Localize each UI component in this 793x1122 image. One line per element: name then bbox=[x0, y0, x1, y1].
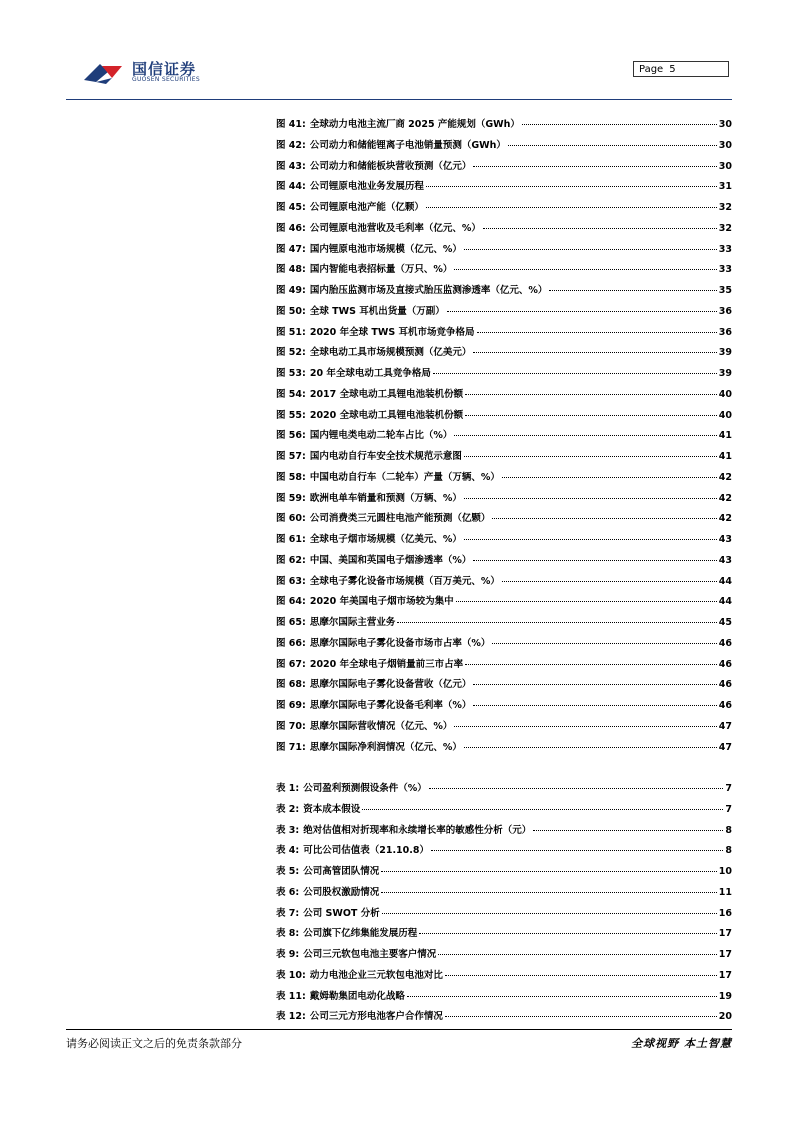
entry-label: 图 58: bbox=[276, 471, 306, 483]
entry-page-number: 30 bbox=[718, 119, 732, 130]
entry-label: 表 2: bbox=[276, 803, 300, 815]
entry-title: 戴姆勒集团电动化战略 bbox=[309, 990, 405, 1002]
dot-leader bbox=[492, 643, 716, 644]
entry-page-number: 43 bbox=[718, 534, 732, 545]
entry-title: 思摩尔国际电子雾化设备市场市占率（%） bbox=[309, 637, 491, 649]
entry-title: 2017 全球电动工具锂电池装机份额 bbox=[309, 388, 464, 400]
dot-leader bbox=[445, 1016, 717, 1017]
table-entry[interactable] bbox=[276, 967, 732, 988]
entry-label: 图 57: bbox=[276, 451, 306, 462]
entry-label: 图 60: bbox=[276, 513, 306, 525]
entry-title: 国内锂原电池市场规模（亿元、%） bbox=[309, 243, 462, 255]
dot-leader bbox=[464, 747, 717, 748]
entry-page-number: 19 bbox=[718, 990, 732, 1002]
logo-mark-icon bbox=[82, 60, 128, 84]
entry-label: 表 11: bbox=[276, 990, 306, 1002]
entry-title: 2020 全球电动工具锂电池装机份额 bbox=[309, 409, 464, 421]
figure-entry[interactable] bbox=[276, 116, 732, 137]
dot-leader bbox=[465, 664, 717, 665]
entry-title: 公司动力和储能板块营收预测（亿元） bbox=[309, 160, 472, 172]
entry-title: 国内锂电类电动二轮车占比（%） bbox=[309, 430, 453, 442]
entry-label: 图 45: bbox=[276, 202, 306, 213]
figure-entry[interactable] bbox=[276, 697, 732, 718]
entry-label: 图 42: bbox=[276, 139, 306, 151]
entry-page-number: 8 bbox=[725, 824, 732, 836]
entry-label: 图 66: bbox=[276, 637, 306, 649]
entry-label: 图 41: bbox=[276, 119, 306, 130]
entry-page-number: 41 bbox=[718, 451, 732, 462]
logo-chinese-name: 国信证券 bbox=[132, 60, 197, 78]
dot-leader bbox=[464, 456, 717, 457]
entry-label: 图 67: bbox=[276, 658, 306, 670]
dot-leader bbox=[473, 684, 716, 685]
entry-label: 表 9: bbox=[276, 949, 300, 960]
entry-title: 公司盈利预测假设条件（%） bbox=[303, 783, 427, 794]
table-list bbox=[276, 780, 732, 1029]
figure-entry[interactable] bbox=[276, 490, 732, 511]
entry-label: 图 43: bbox=[276, 160, 306, 172]
entry-page-number: 8 bbox=[725, 845, 732, 857]
entry-page-number: 32 bbox=[718, 202, 732, 213]
figure-entry[interactable] bbox=[276, 510, 732, 531]
dot-leader bbox=[438, 954, 717, 955]
entry-page-number: 20 bbox=[718, 1011, 732, 1023]
page-number-box bbox=[633, 61, 729, 77]
table-entry[interactable] bbox=[276, 1008, 732, 1029]
table-entry[interactable] bbox=[276, 842, 732, 863]
entry-title: 2020 年美国电子烟市场较为集中 bbox=[309, 596, 454, 608]
entry-label: 图 48: bbox=[276, 264, 306, 276]
entry-title: 动力电池企业三元软包电池对比 bbox=[309, 969, 443, 981]
dot-leader bbox=[465, 415, 717, 416]
footer-slogan: 全球视野 本土智慧 bbox=[631, 1037, 732, 1050]
logo-english-name: GUOSEN SECURITIES bbox=[132, 76, 201, 83]
dot-leader bbox=[362, 809, 723, 810]
entry-title: 全球电子雾化设备市场规模（百万美元、%） bbox=[309, 575, 500, 587]
dot-leader bbox=[533, 830, 723, 831]
dot-leader bbox=[473, 166, 716, 167]
figure-entry[interactable] bbox=[276, 656, 732, 677]
entry-page-number: 7 bbox=[725, 803, 732, 815]
entry-page-number: 46 bbox=[718, 679, 732, 691]
entry-page-number: 36 bbox=[718, 305, 732, 317]
entry-page-number: 17 bbox=[718, 949, 732, 960]
entry-page-number: 42 bbox=[718, 513, 732, 525]
entry-label: 表 3: bbox=[276, 824, 300, 836]
entry-title: 国内电动自行车安全技术规范示意图 bbox=[309, 451, 462, 462]
entry-page-number: 44 bbox=[718, 575, 732, 587]
dot-leader bbox=[433, 373, 717, 374]
entry-title: 国内智能电表招标量（万只、%） bbox=[309, 264, 453, 276]
entry-page-number: 7 bbox=[725, 783, 732, 794]
dot-leader bbox=[464, 249, 717, 250]
entry-page-number: 47 bbox=[718, 741, 732, 753]
figure-list bbox=[276, 116, 732, 759]
dot-leader bbox=[483, 228, 717, 229]
entry-page-number: 42 bbox=[718, 471, 732, 483]
entry-title: 全球动力电池主流厂商 2025 产能规划（GWh） bbox=[309, 119, 520, 130]
dot-leader bbox=[429, 788, 724, 789]
entry-title: 中国电动自行车（二轮车）产量（万辆、%） bbox=[309, 471, 500, 483]
entry-title: 思摩尔国际营收情况（亿元、%） bbox=[309, 720, 453, 732]
entry-title: 全球电动工具市场规模预测（亿美元） bbox=[309, 347, 472, 359]
entry-page-number: 30 bbox=[718, 160, 732, 172]
dot-leader bbox=[419, 933, 717, 934]
figure-entry[interactable] bbox=[276, 137, 732, 158]
entry-label: 图 50: bbox=[276, 305, 306, 317]
entry-title: 公司消费类三元圆柱电池产能预测（亿颗） bbox=[309, 513, 491, 525]
dot-leader bbox=[473, 705, 716, 706]
figure-entry[interactable] bbox=[276, 573, 732, 594]
table-entry[interactable] bbox=[276, 925, 732, 946]
dot-leader bbox=[397, 622, 716, 623]
entry-title: 公司股权激励情况 bbox=[303, 886, 380, 898]
entry-page-number: 10 bbox=[718, 866, 732, 877]
table-entry[interactable] bbox=[276, 946, 732, 967]
entry-title: 公司锂原电池营收及毛利率（亿元、%） bbox=[309, 222, 481, 234]
entry-page-number: 46 bbox=[718, 658, 732, 670]
figure-entry[interactable] bbox=[276, 552, 732, 573]
entry-label: 图 64: bbox=[276, 596, 306, 608]
figure-entry[interactable] bbox=[276, 199, 732, 220]
entry-label: 表 1: bbox=[276, 783, 300, 794]
page-header bbox=[0, 0, 793, 100]
figure-entry[interactable] bbox=[276, 282, 732, 303]
dot-leader bbox=[549, 290, 716, 291]
dot-leader bbox=[454, 435, 716, 436]
dot-leader bbox=[502, 477, 717, 478]
entry-page-number: 36 bbox=[718, 326, 732, 338]
entry-label: 图 55: bbox=[276, 409, 306, 421]
entry-page-number: 40 bbox=[718, 388, 732, 400]
dot-leader bbox=[454, 726, 716, 727]
entry-title: 思摩尔国际主营业务 bbox=[309, 617, 396, 628]
table-entry[interactable] bbox=[276, 988, 732, 1009]
entry-page-number: 31 bbox=[718, 181, 732, 193]
figure-entry[interactable] bbox=[276, 531, 732, 552]
dot-leader bbox=[456, 601, 717, 602]
figure-entry[interactable] bbox=[276, 178, 732, 199]
figure-entry[interactable] bbox=[276, 241, 732, 262]
dot-leader bbox=[381, 871, 717, 872]
table-entry[interactable] bbox=[276, 884, 732, 905]
entry-label: 图 69: bbox=[276, 700, 306, 711]
entry-title: 可比公司估值表（21.10.8） bbox=[303, 845, 429, 857]
guosen-logo bbox=[82, 58, 202, 86]
entry-title: 公司旗下亿纬集能发展历程 bbox=[303, 928, 418, 940]
entry-title: 2020 年全球电子烟销量前三市占率 bbox=[309, 658, 464, 670]
entry-page-number: 16 bbox=[718, 907, 732, 919]
dot-leader bbox=[431, 850, 723, 851]
entry-label: 图 49: bbox=[276, 285, 306, 296]
entry-page-number: 46 bbox=[718, 700, 732, 711]
dot-leader bbox=[464, 539, 717, 540]
dot-leader bbox=[502, 581, 717, 582]
figure-entry[interactable] bbox=[276, 718, 732, 739]
entry-page-number: 30 bbox=[718, 139, 732, 151]
figure-entry[interactable] bbox=[276, 676, 732, 697]
entry-label: 图 62: bbox=[276, 554, 306, 566]
entry-label: 图 63: bbox=[276, 575, 306, 587]
entry-title: 全球电子烟市场规模（亿美元、%） bbox=[309, 534, 462, 545]
entry-title: 2020 年全球 TWS 耳机市场竞争格局 bbox=[309, 326, 475, 338]
figure-entry[interactable] bbox=[276, 448, 732, 469]
entry-page-number: 11 bbox=[718, 886, 732, 898]
entry-label: 表 5: bbox=[276, 866, 300, 877]
table-entry[interactable] bbox=[276, 801, 732, 822]
entry-title: 20 年全球电动工具竞争格局 bbox=[309, 368, 431, 379]
entry-label: 图 59: bbox=[276, 492, 306, 504]
entry-label: 表 8: bbox=[276, 928, 300, 940]
entry-label: 表 7: bbox=[276, 907, 300, 919]
entry-label: 图 54: bbox=[276, 388, 306, 400]
table-entry[interactable] bbox=[276, 905, 732, 926]
entry-label: 图 53: bbox=[276, 368, 306, 379]
dot-leader bbox=[445, 975, 717, 976]
dot-leader bbox=[473, 352, 716, 353]
entry-title: 思摩尔国际净利润情况（亿元、%） bbox=[309, 741, 462, 753]
entry-label: 图 52: bbox=[276, 347, 306, 359]
figure-entry[interactable] bbox=[276, 469, 732, 490]
entry-label: 图 71: bbox=[276, 741, 306, 753]
page-label: Page bbox=[639, 64, 664, 75]
entry-label: 图 65: bbox=[276, 617, 306, 628]
entry-page-number: 17 bbox=[718, 969, 732, 981]
figure-entry[interactable] bbox=[276, 593, 732, 614]
entry-page-number: 39 bbox=[718, 368, 732, 379]
entry-label: 表 10: bbox=[276, 969, 306, 981]
entry-title: 欧洲电单车销量和预测（万辆、%） bbox=[309, 492, 462, 504]
entry-label: 图 47: bbox=[276, 243, 306, 255]
entry-title: 资本成本假设 bbox=[303, 803, 361, 815]
page-number: 5 bbox=[669, 64, 676, 75]
entry-page-number: 33 bbox=[718, 243, 732, 255]
dot-leader bbox=[447, 311, 717, 312]
dot-leader bbox=[454, 269, 716, 270]
entry-label: 图 70: bbox=[276, 720, 306, 732]
entry-title: 国内胎压监测市场及直接式胎压监测渗透率（亿元、%） bbox=[309, 285, 548, 296]
entry-page-number: 32 bbox=[718, 222, 732, 234]
entry-label: 表 6: bbox=[276, 886, 300, 898]
entry-title: 公司三元软包电池主要客户情况 bbox=[303, 949, 437, 960]
entry-title: 公司高管团队情况 bbox=[303, 866, 380, 877]
entry-label: 图 44: bbox=[276, 181, 306, 193]
entry-label: 图 56: bbox=[276, 430, 306, 442]
dot-leader bbox=[477, 332, 717, 333]
dot-leader bbox=[382, 913, 717, 914]
entry-title: 公司动力和储能锂离子电池销量预测（GWh） bbox=[309, 139, 506, 151]
figure-entry[interactable] bbox=[276, 324, 732, 345]
footer-divider bbox=[66, 1029, 732, 1030]
figure-entry[interactable] bbox=[276, 220, 732, 241]
entry-page-number: 40 bbox=[718, 409, 732, 421]
dot-leader bbox=[508, 145, 717, 146]
entry-page-number: 47 bbox=[718, 720, 732, 732]
entry-title: 思摩尔国际电子雾化设备营收（亿元） bbox=[309, 679, 472, 691]
dot-leader bbox=[522, 124, 717, 125]
dot-leader bbox=[426, 186, 717, 187]
entry-label: 图 51: bbox=[276, 326, 306, 338]
figure-entry[interactable] bbox=[276, 386, 732, 407]
entry-label: 图 61: bbox=[276, 534, 306, 545]
entry-title: 公司锂原电池产能（亿颗） bbox=[309, 202, 424, 213]
figure-entry[interactable] bbox=[276, 303, 732, 324]
entry-page-number: 41 bbox=[718, 430, 732, 442]
figure-entry[interactable] bbox=[276, 614, 732, 635]
entry-page-number: 46 bbox=[718, 637, 732, 649]
entry-title: 全球 TWS 耳机出货量（万副） bbox=[309, 305, 445, 317]
entry-label: 表 4: bbox=[276, 845, 300, 857]
entry-page-number: 33 bbox=[718, 264, 732, 276]
dot-leader bbox=[465, 394, 717, 395]
footer-disclaimer: 请务必阅读正文之后的免责条款部分 bbox=[66, 1037, 242, 1050]
entry-label: 图 68: bbox=[276, 679, 306, 691]
table-entry[interactable] bbox=[276, 822, 732, 843]
figure-entry[interactable] bbox=[276, 365, 732, 386]
entry-title: 公司锂原电池业务发展历程 bbox=[309, 181, 424, 193]
entry-page-number: 35 bbox=[718, 285, 732, 296]
entry-page-number: 17 bbox=[718, 928, 732, 940]
entry-page-number: 45 bbox=[718, 617, 732, 628]
dot-leader bbox=[381, 892, 717, 893]
entry-page-number: 39 bbox=[718, 347, 732, 359]
dot-leader bbox=[464, 498, 717, 499]
header-divider bbox=[66, 99, 732, 100]
dot-leader bbox=[473, 560, 716, 561]
entry-title: 思摩尔国际电子雾化设备毛利率（%） bbox=[309, 700, 472, 711]
figure-entry[interactable] bbox=[276, 407, 732, 428]
entry-page-number: 43 bbox=[718, 554, 732, 566]
figure-entry[interactable] bbox=[276, 635, 732, 656]
figure-entry[interactable] bbox=[276, 739, 732, 760]
entry-title: 公司 SWOT 分析 bbox=[303, 907, 380, 919]
table-entry[interactable] bbox=[276, 863, 732, 884]
figure-entry[interactable] bbox=[276, 427, 732, 448]
dot-leader bbox=[426, 207, 717, 208]
entry-page-number: 44 bbox=[718, 596, 732, 608]
figure-entry[interactable] bbox=[276, 261, 732, 282]
figure-entry[interactable] bbox=[276, 344, 732, 365]
entry-label: 表 12: bbox=[276, 1011, 306, 1023]
entry-title: 中国、美国和英国电子烟渗透率（%） bbox=[309, 554, 472, 566]
dot-leader bbox=[407, 996, 717, 997]
entry-label: 图 46: bbox=[276, 222, 306, 234]
dot-leader bbox=[492, 518, 716, 519]
figure-entry[interactable] bbox=[276, 158, 732, 179]
entry-page-number: 42 bbox=[718, 492, 732, 504]
entry-title: 公司三元方形电池客户合作情况 bbox=[309, 1011, 443, 1023]
table-entry[interactable] bbox=[276, 780, 732, 801]
entry-title: 绝对估值相对折现率和永续增长率的敏感性分析（元） bbox=[303, 824, 532, 836]
